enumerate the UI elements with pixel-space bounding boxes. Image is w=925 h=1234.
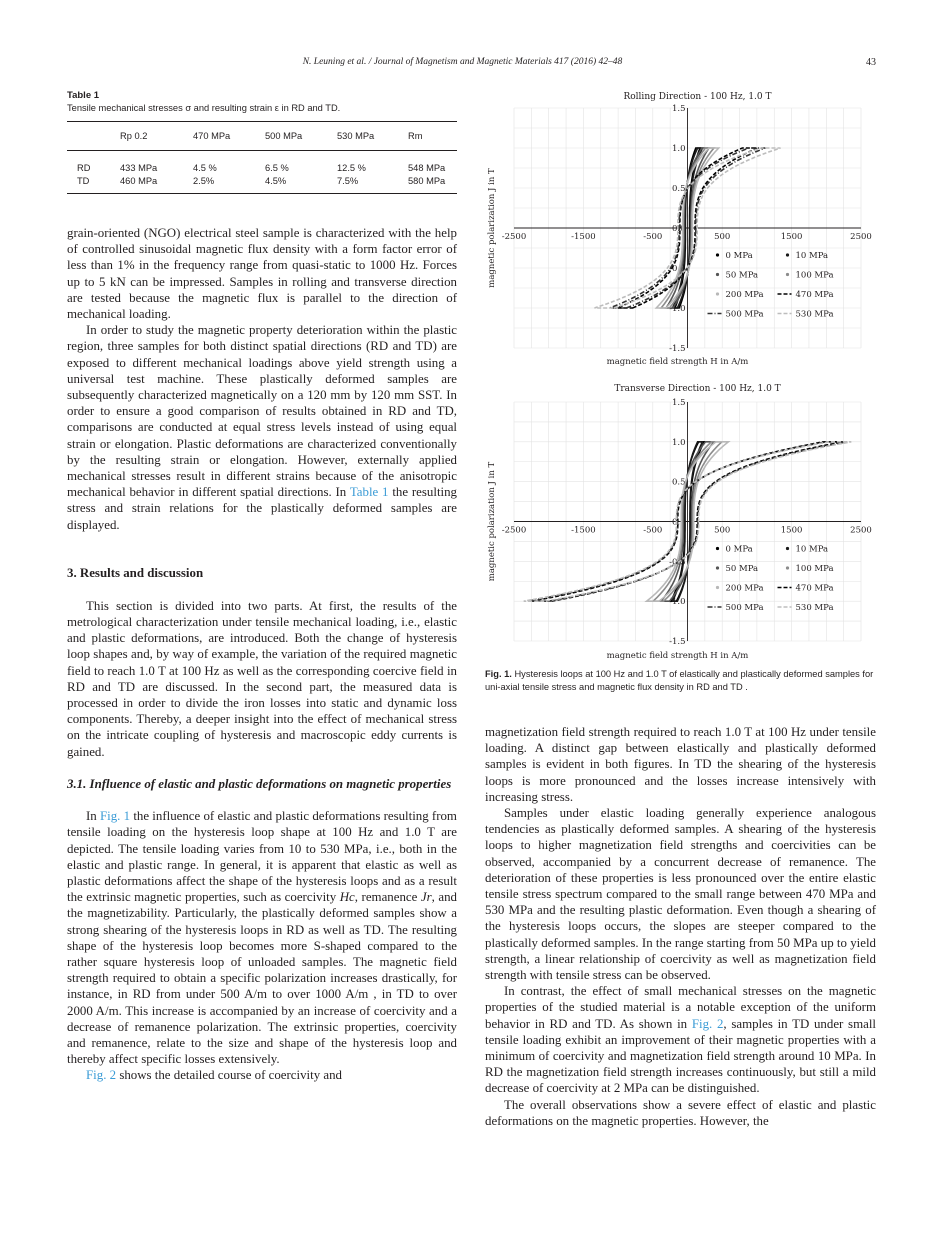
legend-label: 100 MPa bbox=[795, 564, 834, 574]
table-cell: 6.5 % bbox=[265, 162, 289, 173]
hysteresis-chart bbox=[487, 92, 872, 367]
table-cell: TD bbox=[77, 175, 90, 186]
x-axis-label: magnetic field strength H in A/m bbox=[606, 651, 749, 661]
legend-label: 0 MPa bbox=[725, 251, 753, 261]
legend-label: 0 MPa bbox=[725, 544, 753, 555]
y-tick-label: -1.0 bbox=[669, 304, 686, 314]
table-cell: 460 MPa bbox=[120, 175, 158, 186]
y-axis-label: magnetic polarization J in T bbox=[487, 168, 497, 288]
table-header-cell bbox=[67, 122, 120, 151]
legend-marker bbox=[716, 586, 719, 589]
legend-label: 530 MPa bbox=[795, 309, 834, 320]
x-tick-label: -2500 bbox=[501, 525, 527, 536]
x-tick-label: -500 bbox=[643, 232, 663, 242]
y-tick-label: 0.5 bbox=[671, 477, 686, 488]
legend-label: 50 MPa bbox=[725, 270, 759, 281]
figure-link[interactable]: Fig. 2 bbox=[691, 1016, 724, 1031]
paragraph: Fig. 2 shows the detailed course of coercivity and bbox=[86, 1068, 342, 1083]
legend-label: 530 MPa bbox=[795, 603, 834, 613]
y-tick-label: 0.5 bbox=[671, 184, 686, 194]
left-column bbox=[67, 90, 457, 1084]
paragraph: In order to study the magnetic property deterioration within the plastic region, three samples for both distinct spatial directions (RD and TD) are exposed to different mechanical loadings above yield strength using a universal test machine. These plastically deformed samples are subsequently characterized magnetically on a 120 mm by 120 mm SST. In order to ensure a good comparison of results obtained in RD and TD, comparisons are conducted at equal stress levels instead of using equal strain or elongation. Plastic deformations are characterized conventionally by the resulting strain or elongation. However, externally applied mechanical stresses result in different strains because of the anisotropic mechanical behavior in different spatial directions. In Table 1 the resulting stress and strain relations for the plastically deformed samples are displayed. bbox=[67, 323, 457, 532]
legend-label: 100 MPa bbox=[795, 270, 834, 281]
section-title: 3. Results and discussion bbox=[67, 565, 204, 580]
chart-title: Rolling Direction - 100 Hz, 1.0 T bbox=[623, 92, 772, 102]
y-tick-label: -1.5 bbox=[669, 637, 686, 647]
x-tick-label: -1500 bbox=[571, 525, 596, 536]
paragraph: grain-oriented (NGO) electrical steel sample is characterized with the help of controlled sinusoidal magnetic flux density with a form factor error of less than 1% in the frequency range from quasi-static to 1000 Hz. Forces up to 5 kN can be impressed. Samples in rolling and transverse direction are tested because the magnetic flux is parallel to the direction of mechanical loading. bbox=[67, 226, 457, 322]
legend-marker bbox=[786, 547, 789, 550]
table-caption: Tensile mechanical stresses σ and resulting strain ε in RD and TD. bbox=[67, 103, 341, 113]
running-header bbox=[0, 57, 925, 71]
legend-label: 470 MPa bbox=[795, 290, 834, 300]
table-cell: 548 MPa bbox=[408, 162, 446, 173]
legend-label: 500 MPa bbox=[725, 309, 764, 320]
y-tick-label: 1.5 bbox=[671, 104, 686, 114]
x-tick-label: -500 bbox=[643, 525, 663, 536]
y-axis-label: magnetic polarization J in T bbox=[487, 461, 497, 582]
legend-marker bbox=[716, 292, 719, 295]
legend-marker bbox=[716, 273, 719, 276]
table-cell: 4.5 % bbox=[193, 162, 217, 173]
x-tick-label: -2500 bbox=[501, 232, 527, 242]
paragraph: The overall observations show a severe effect of elastic and plastic deformations on the magnetic properties. However, the bbox=[485, 1097, 876, 1128]
page-number: 43 bbox=[866, 57, 876, 68]
table-header-cell: 530 MPa bbox=[337, 131, 375, 141]
legend-label: 50 MPa bbox=[725, 564, 759, 574]
legend-label: 200 MPa bbox=[725, 583, 764, 594]
journal-citation: N. Leuning et al. / Journal of Magnetism and Magnetic Materials 417 (2016) 42–48 bbox=[302, 57, 623, 67]
x-tick-label: 500 bbox=[714, 525, 731, 536]
table-cell: 12.5 % bbox=[337, 162, 366, 173]
table-header-row bbox=[67, 122, 457, 151]
x-tick-label: 500 bbox=[714, 232, 731, 242]
figure-1 bbox=[485, 88, 880, 668]
legend-marker bbox=[716, 253, 719, 256]
paragraph: magnetization field strength required to reach 1.0 T at 100 Hz under tensile loading. A distinct gap between elastically and plastically deformed samples is evident in both figures. In TD the shearing of the hysteresis loops is more pronounced and the losses increase intensively with increasing stress. bbox=[485, 725, 876, 804]
legend-marker bbox=[786, 253, 789, 256]
legend-label: 10 MPa bbox=[795, 251, 829, 261]
table-cell: 4.5% bbox=[265, 175, 287, 186]
table-cell: 433 MPa bbox=[120, 162, 158, 173]
right-column bbox=[485, 724, 876, 1129]
y-tick-label: -1.5 bbox=[669, 344, 686, 354]
figure-link[interactable]: Fig. 2 bbox=[86, 1068, 117, 1083]
x-axis-label: magnetic field strength H in A/m bbox=[606, 357, 749, 367]
table-cell: RD bbox=[77, 162, 91, 173]
legend-marker bbox=[786, 273, 789, 276]
table-row bbox=[67, 151, 457, 175]
y-tick-label: 0.0 bbox=[671, 224, 686, 234]
paragraph: This section is divided into two parts. At first, the results of the metrological characterization under tensile mechanical loading, i.e., elastic and plastic deformations, are introduced. Both the change of hysteresis loop shapes and, by way of example, the variation of the required magnetic field to reach 1.0 T at 100 Hz as well as the corresponding coercive field in RD and TD are discussed. In the second part, the measured data is processed in order to divide the iron losses into static and dynamic loss components. Thereby, a deeper insight into the effect of mechanical stress on the intricate coupling of hysteresis and macroscopic eddy currents is gained. bbox=[67, 598, 457, 759]
x-tick-label: -1500 bbox=[571, 232, 596, 242]
legend-label: 10 MPa bbox=[795, 544, 829, 555]
table-header-cell: 500 MPa bbox=[265, 131, 303, 141]
table-link[interactable]: Table 1 bbox=[349, 485, 389, 500]
legend-label: 470 MPa bbox=[795, 583, 834, 594]
figure-caption: Fig. 1. Hysteresis loops at 100 Hz and 1.0 T of elastically and plastically deformed samples for uni-axial tensile stress and magnetic flux density in RD and TD . bbox=[485, 669, 874, 692]
table-header-cell: Rp 0.2 bbox=[120, 131, 148, 141]
stress-strain-table bbox=[67, 121, 457, 194]
table-label: Table 1 bbox=[67, 90, 100, 101]
legend-label: 500 MPa bbox=[725, 603, 764, 613]
y-tick-label: -0.5 bbox=[669, 264, 686, 274]
figure-link[interactable]: Fig. 1 bbox=[99, 809, 131, 824]
x-tick-label: 1500 bbox=[780, 525, 803, 536]
table-header-cell: Rm bbox=[408, 131, 423, 141]
table-cell: 580 MPa bbox=[408, 175, 446, 186]
y-tick-label: -1.0 bbox=[669, 597, 686, 608]
legend-marker bbox=[786, 566, 789, 569]
table-row bbox=[67, 174, 457, 194]
subsection-title: 3.1. Influence of elastic and plastic deformations on magnetic properties bbox=[67, 776, 452, 791]
y-tick-label: 1.5 bbox=[671, 398, 686, 408]
x-tick-label: 2500 bbox=[850, 525, 872, 536]
paragraph: In contrast, the effect of small mechanical stresses on the magnetic properties of the studied material is a notable exception of the uniform behavior in RD and TD. As shown in Fig. 2, samples in TD under small tensile loading exhibit an improvement of their magnetic properties with a minimum of coercivity and magnetization field strength around 10 MPa. In RD the magnetization field strength increases continuously, but still a mild decrease of coercivity at 2 MPa can be distinguished. bbox=[485, 984, 876, 1096]
y-tick-label: -0.5 bbox=[669, 557, 686, 568]
x-tick-label: 2500 bbox=[850, 232, 872, 242]
y-tick-label: 0.0 bbox=[671, 517, 686, 528]
table-cell: 2.5% bbox=[193, 175, 215, 186]
y-tick-label: 1.0 bbox=[671, 144, 686, 154]
hysteresis-figure bbox=[485, 88, 880, 668]
chart-title: Transverse Direction - 100 Hz, 1.0 T bbox=[614, 384, 781, 394]
table-header-cell: 470 MPa bbox=[193, 131, 231, 141]
y-tick-label: 1.0 bbox=[671, 437, 686, 448]
legend-label: 200 MPa bbox=[725, 290, 764, 300]
legend-marker bbox=[716, 547, 719, 550]
legend-marker bbox=[716, 566, 719, 569]
hysteresis-chart bbox=[487, 384, 872, 661]
paragraph: In Fig. 1 the influence of elastic and plastic deformations resulting from tensile loading on the hysteresis loop shape at 100 Hz and 1.0 T are depicted. The tensile loading varies from 10 to 530 MPa, i.e., both in the elastic and plastic range. In general, it is apparent that elastic as well as plastic deformations affect the shape of the hysteresis loops and as a result the extrinsic magnetic properties, such as coercivity Hc, remanence Jr, and the magnetizability. Particularly, the plastically deformed samples show a strong shearing of the hysteresis loops in RD as well as TD. The resulting shape of the hysteresis loop becomes more S-shaped compared to the rather square hysteresis loop of unloaded samples. The magnetic field strength required to obtain a specific polarization increases drastically, for instance, in RD from under 500 A/m to over 1000 A/m , in TD to over 2000 A/m. This increase is accompanied by an increase of coercivity and a decrease of remanence polarization. The extrinsic properties, coercivity and remanence, relate to the size and shape of the hysteresis loop and thereby affect specific losses extensively. bbox=[67, 809, 458, 1067]
table-cell: 7.5% bbox=[337, 175, 359, 186]
paragraph: Samples under elastic loading generally experience analogous tendencies as plastically deformed samples. A shearing of the hysteresis loops to higher magnetization field strengths and coercivities can be observed, accompanied by a concurrent decrease of remanence. The deterioration of these properties is less pronounced over the entire elastic tensile stress spectrum compared to the small range between 470 MPa and 530 MPa and the resulting plastic deformation. Even though a shearing of the hysteresis loops occurs, the slopes are steeper compared to the plastically deformed samples. In the range starting from 50 MPa up to yield strength, a linear relationship of coercivity as well as magnetization field strength with tensile stress can be observed. bbox=[485, 806, 876, 983]
x-tick-label: 1500 bbox=[780, 232, 803, 242]
